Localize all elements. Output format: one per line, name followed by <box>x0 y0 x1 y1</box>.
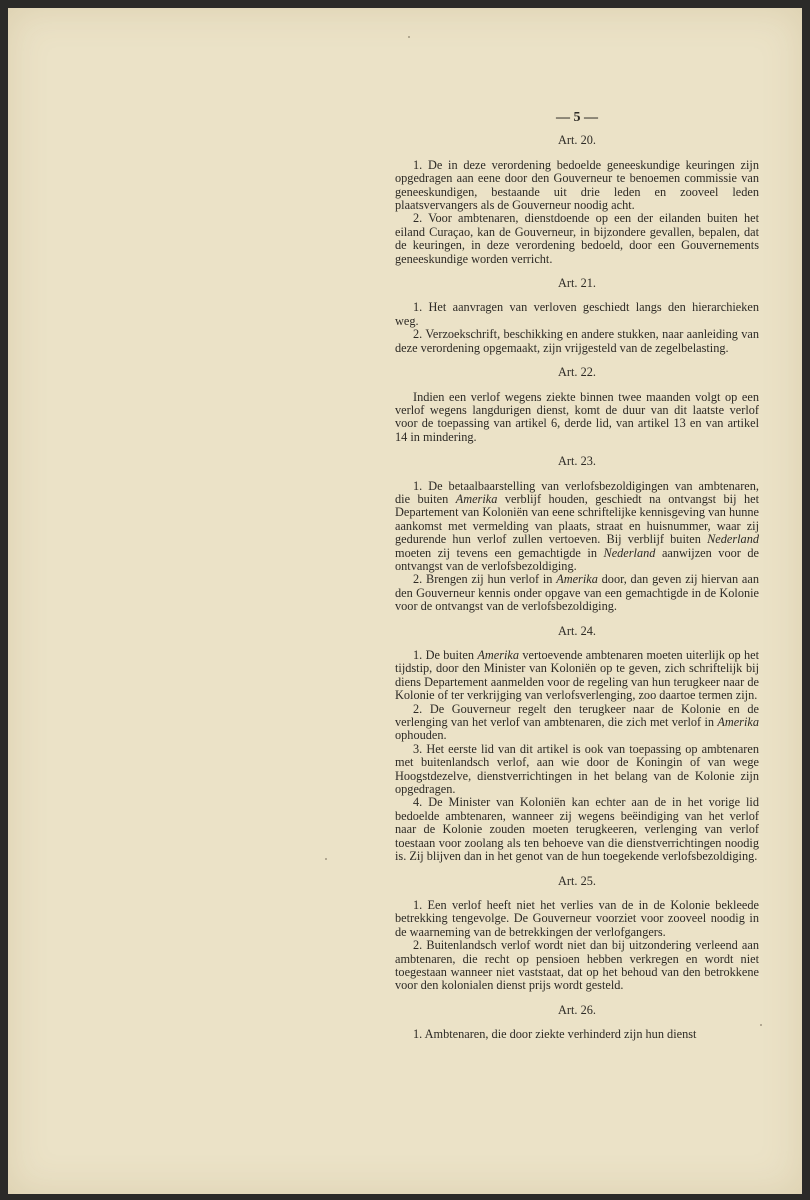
document-page <box>8 8 802 1194</box>
articles <box>395 134 759 1041</box>
article-section <box>395 1004 759 1042</box>
text-run: verblijf houden, geschiedt na ontvangst bij het Departement van Koloniën van eene schriftelijke kennisgeving van hunne aankomst met vermelding van plaats, straat en huisnummer, waar zij gedurende hun verlof zullen vertoeven. Bij verblijf buiten <box>395 491 760 547</box>
text-run: door, dan geven zij hiervan aan den Gouverneur kennis onder opgave van een gemachtigde in de Kolonie voor de ontvangst van de verlofsbezoldiging. <box>395 572 759 614</box>
text-run: 1. De in deze verordening bedoelde geneeskundige keuringen zijn opgedragen aan eene door den Gouverneur te benoemen commissie van geneeskundigen, bestaande uit drie leden en zooveel leden plaatsvervangers als de Gouverneur noodig acht. <box>395 157 759 213</box>
text-run: 4. De Minister van Koloniën kan echter aan de in het vorige lid bedoelde ambtenaren, wanneer zij wegens beëindiging van het verlof naar de Kolonie zouden moeten terugkeeren, verlenging van verlof toestaan voor zoolang als ten behoeve van die dienstverrichtingen noodig is. Zij blijven dan in het genot van de hun toegekende verlofsbezoldiging. <box>395 795 759 864</box>
text-run: 2. Buitenlandsch verlof wordt niet dan bij uitzondering verleend aan ambtenaren, die recht op pensioen hebben verkregen en wordt niet toegestaan wanneer niet vaststaat, dat op het behoud van den betrokkene voor den kolonialen dienst prijs wordt gesteld. <box>395 938 759 993</box>
text-run: vertoevende ambtenaren moeten uiterlijk op het tijdstip, door den Minister van Koloniën op te geven, zich schriftelijk bij diens Departement aanmelden voor de regeling van hun terugkeer naar de Kolonie of ter verkrijging van verlofsverlenging, zoo daartoe termen zijn. <box>395 648 759 703</box>
article-paragraph <box>395 939 759 993</box>
article-heading: Art. 23. <box>558 454 596 469</box>
text-run: Indien een verlof wegens ziekte binnen twee maanden volgt op een verlof wegens langdurigen dienst, komt de duur van dit laatste verlof voor de toepassing van artikel 6, derde lid, van artikel 13 en van artikel 14 in mindering. <box>395 389 759 444</box>
italic-run: Amerika <box>556 572 598 587</box>
italic-run: Amerika <box>477 648 520 662</box>
text-run: ophouden. <box>395 728 447 743</box>
article-paragraph <box>395 703 759 743</box>
article-heading: Art. 20. <box>558 133 596 148</box>
article-paragraph <box>395 328 759 355</box>
article-section <box>395 455 759 613</box>
text-run: 2. Voor ambtenaren, dienstdoende op een der eilanden buiten het eiland Curaçao, kan de Gouverneur, in bijzondere gevallen, bepalen, dat de keuringen, in deze verordening bedoeld, door een Gouvernements geneeskundige worden verricht. <box>395 211 759 266</box>
text-run: 1. Een verlof heeft niet het verlies van de in de Kolonie bekleede betrekking tengevolge. De Gouverneur voorziet voor zooveel noodig in de waarneming van de betrekkingen der verlofgangers. <box>395 897 759 939</box>
document-body <box>395 108 759 1053</box>
article-paragraph <box>395 480 759 574</box>
article-section <box>395 875 759 993</box>
article-paragraph <box>395 212 759 266</box>
article-paragraph <box>395 573 759 613</box>
paper-speck <box>408 36 410 38</box>
article-paragraph <box>395 899 759 939</box>
article-heading: Art. 26. <box>558 1002 596 1017</box>
italic-run: Amerika <box>455 491 498 506</box>
article-paragraph <box>395 159 759 213</box>
italic-run: Nederland <box>707 532 759 547</box>
article-paragraph <box>395 391 759 445</box>
article-paragraph <box>395 1028 759 1041</box>
text-run: moeten zij tevens een gemachtigde in <box>395 545 604 560</box>
article-paragraph <box>395 743 759 797</box>
article-section <box>395 366 759 444</box>
article-section <box>395 277 759 355</box>
article-section <box>395 625 759 864</box>
text-run: 1. De buiten <box>413 648 478 662</box>
page-number: — 5 — <box>556 110 598 125</box>
text-run: 1. Ambtenaren, die door ziekte verhinderd zijn hun dienst <box>413 1027 697 1042</box>
article-paragraph <box>395 796 759 863</box>
article-heading: Art. 21. <box>558 276 596 291</box>
italic-run: Nederland <box>603 545 656 560</box>
article-heading: Art. 22. <box>558 365 596 380</box>
text-run: 2. Brengen zij hun verlof in <box>413 572 557 587</box>
text-run: 2. De Gouverneur regelt den terugkeer naar de Kolonie en de verlenging van het verlof van ambtenaren, die zich met verlof in <box>395 701 759 730</box>
text-run: 1. Het aanvragen van verloven geschiedt langs den hierarchieken weg. <box>395 300 759 328</box>
text-run: 2. Verzoekschrift, beschikking en andere stukken, naar aanleiding van deze verordening opgemaakt, zijn vrijgesteld van de zegelbelasting. <box>395 327 759 355</box>
text-run: aanwijzen voor de ontvangst van de verlofsbezoldiging. <box>395 545 759 573</box>
article-heading: Art. 25. <box>558 873 596 888</box>
text-run: 3. Het eerste lid van dit artikel is ook van toepassing op ambtenaren met buitenlandsch verlof, aan wie door de Koningin of van wege Hoogstdezelve, dienstverrichtingen in het belang van de Kolonie zijn opgedragen. <box>395 741 759 797</box>
paper-speck <box>760 1024 762 1026</box>
article-heading: Art. 24. <box>558 623 596 638</box>
article-section <box>395 134 759 266</box>
article-paragraph <box>395 649 759 703</box>
text-run: 1. De betaalbaarstelling van verlofsbezoldigingen van ambtenaren, die buiten <box>395 478 759 506</box>
article-paragraph <box>395 301 759 328</box>
paper-speck <box>325 858 327 860</box>
italic-run: Amerika <box>717 715 759 730</box>
